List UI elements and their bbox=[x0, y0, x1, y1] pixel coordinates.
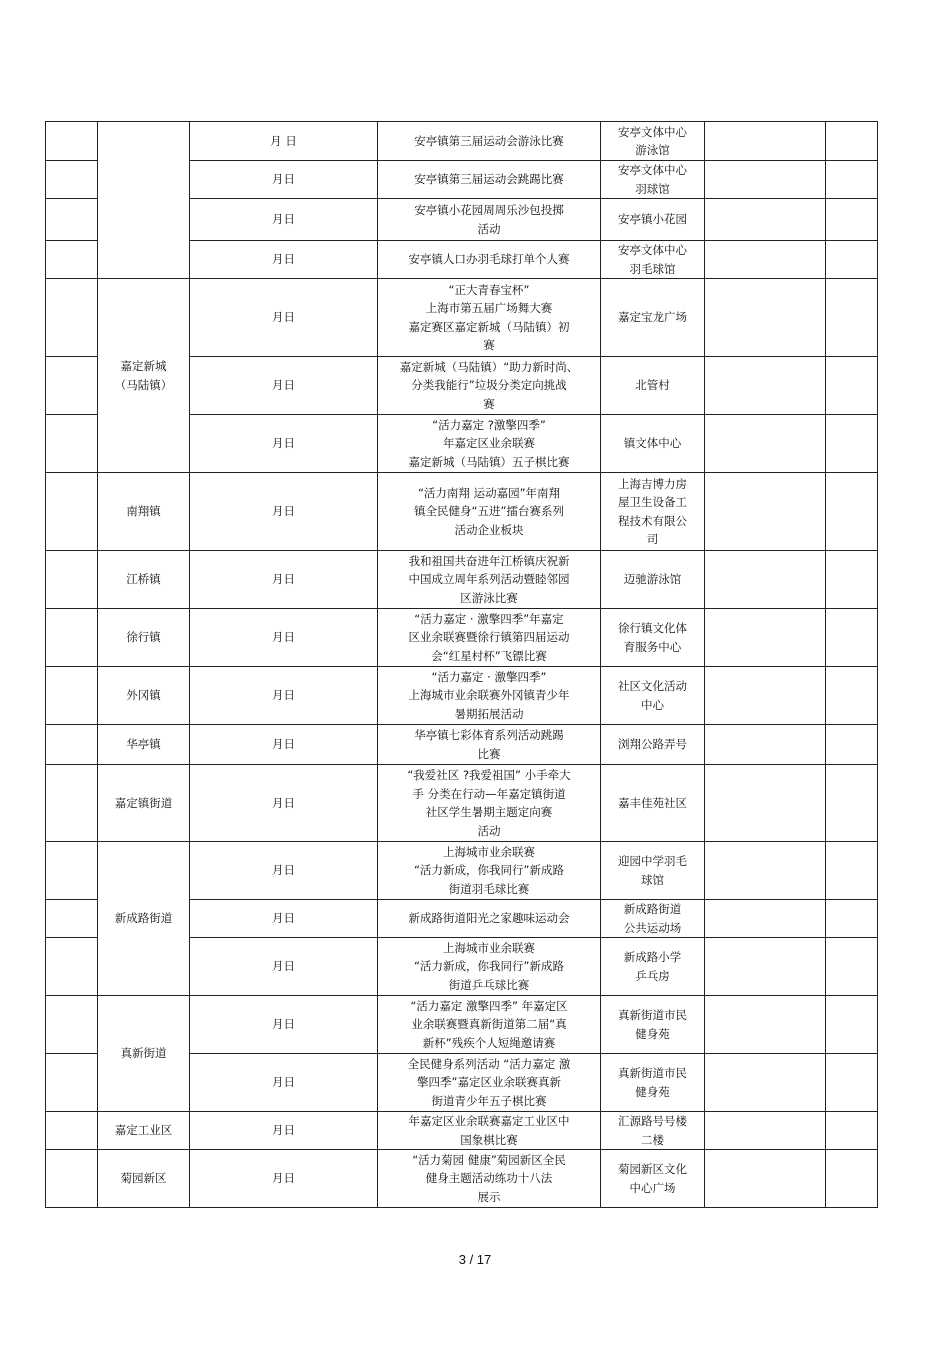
date-cell: 月日 bbox=[190, 1112, 378, 1150]
index-cell bbox=[46, 938, 98, 996]
unit-cell: 江桥镇 bbox=[98, 551, 190, 609]
location-cell: 嘉丰佳苑社区 bbox=[601, 765, 705, 842]
date-cell: 月日 bbox=[190, 1054, 378, 1112]
event-cell: 我和祖国共奋进年江桥镇庆祝新 中国成立周年系列活动暨睦邻园 区游泳比赛 bbox=[378, 551, 601, 609]
blank-cell bbox=[705, 996, 826, 1054]
index-cell bbox=[46, 279, 98, 357]
blank-cell bbox=[705, 241, 826, 279]
blank-cell bbox=[705, 357, 826, 415]
location-cell: 迈驰游泳馆 bbox=[601, 551, 705, 609]
blank-cell bbox=[826, 161, 878, 199]
blank-cell bbox=[705, 842, 826, 900]
date-cell: 月日 bbox=[190, 996, 378, 1054]
blank-cell bbox=[705, 1112, 826, 1150]
location-cell: 上海吉博力房 屋卫生设备工 程技术有限公 司 bbox=[601, 473, 705, 551]
blank-cell bbox=[826, 199, 878, 241]
unit-cell bbox=[98, 122, 190, 279]
index-cell bbox=[46, 551, 98, 609]
index-cell bbox=[46, 241, 98, 279]
index-cell bbox=[46, 473, 98, 551]
date-cell: 月日 bbox=[190, 842, 378, 900]
date-cell: 月日 bbox=[190, 938, 378, 996]
location-cell: 镇文体中心 bbox=[601, 415, 705, 473]
blank-cell bbox=[826, 938, 878, 996]
index-cell bbox=[46, 1054, 98, 1112]
index-cell bbox=[46, 357, 98, 415]
event-cell: 年嘉定区业余联赛嘉定工业区中 国象棋比赛 bbox=[378, 1112, 601, 1150]
unit-cell: 嘉定工业区 bbox=[98, 1112, 190, 1150]
table-row bbox=[46, 765, 878, 842]
index-cell bbox=[46, 765, 98, 842]
blank-cell bbox=[826, 551, 878, 609]
blank-cell bbox=[705, 725, 826, 765]
table-row bbox=[46, 1150, 878, 1208]
index-cell bbox=[46, 900, 98, 938]
unit-cell: 华亭镇 bbox=[98, 725, 190, 765]
blank-cell bbox=[826, 279, 878, 357]
table-row bbox=[46, 667, 878, 725]
event-cell: “活力嘉定 · 激擎四季” 上海城市业余联赛外冈镇青少年 暑期拓展活动 bbox=[378, 667, 601, 725]
date-cell: 月日 bbox=[190, 279, 378, 357]
blank-cell bbox=[826, 415, 878, 473]
location-cell: 安亭镇小花园 bbox=[601, 199, 705, 241]
location-cell: 真新街道市民 健身苑 bbox=[601, 1054, 705, 1112]
schedule-table bbox=[45, 121, 878, 1208]
location-cell: 安亭文体中心 羽球馆 bbox=[601, 161, 705, 199]
blank-cell bbox=[705, 1054, 826, 1112]
date-cell: 月日 bbox=[190, 161, 378, 199]
event-cell: 上海城市业余联赛 “活力新成，你我同行”新成路 街道羽毛球比赛 bbox=[378, 842, 601, 900]
unit-cell: 嘉定镇街道 bbox=[98, 765, 190, 842]
unit-cell: 外冈镇 bbox=[98, 667, 190, 725]
date-cell: 月日 bbox=[190, 551, 378, 609]
page-number: 3 / 17 bbox=[458, 1252, 492, 1267]
location-cell: 汇源路号号楼 二楼 bbox=[601, 1112, 705, 1150]
date-cell: 月日 bbox=[190, 609, 378, 667]
event-cell: 安亭镇第三届运动会游泳比赛 bbox=[378, 122, 601, 161]
date-cell: 月日 bbox=[190, 357, 378, 415]
location-cell: 新成路街道 公共运动场 bbox=[601, 900, 705, 938]
blank-cell bbox=[705, 473, 826, 551]
index-cell bbox=[46, 1150, 98, 1208]
date-cell: 月日 bbox=[190, 765, 378, 842]
table-row bbox=[46, 551, 878, 609]
event-cell: 安亭镇人口办羽毛球打单个人赛 bbox=[378, 241, 601, 279]
unit-cell: 徐行镇 bbox=[98, 609, 190, 667]
table-row bbox=[46, 842, 878, 900]
unit-cell: 嘉定新城 （马陆镇） bbox=[98, 279, 190, 473]
event-cell: “活力南翔 运动嘉园”年南翔 镇全民健身“五进”擂台赛系列 活动企业板块 bbox=[378, 473, 601, 551]
unit-cell: 真新街道 bbox=[98, 996, 190, 1112]
event-cell: 全民健身系列活动 “活力嘉定 激 擎四季”嘉定区业余联赛真新 街道青少年五子棋比赛 bbox=[378, 1054, 601, 1112]
event-cell: 安亭镇第三届运动会跳踢比赛 bbox=[378, 161, 601, 199]
index-cell bbox=[46, 609, 98, 667]
unit-cell: 菊园新区 bbox=[98, 1150, 190, 1208]
unit-cell: 新成路街道 bbox=[98, 842, 190, 996]
unit-cell: 南翔镇 bbox=[98, 473, 190, 551]
event-cell: “活力嘉定 ?激擎四季” 年嘉定区业余联赛 嘉定新城（马陆镇）五子棋比赛 bbox=[378, 415, 601, 473]
blank-cell bbox=[826, 357, 878, 415]
blank-cell bbox=[826, 667, 878, 725]
blank-cell bbox=[705, 765, 826, 842]
event-cell: 华亭镇七彩体育系列活动跳踢 比赛 bbox=[378, 725, 601, 765]
date-cell: 月日 bbox=[190, 667, 378, 725]
date-cell: 月日 bbox=[190, 725, 378, 765]
blank-cell bbox=[705, 900, 826, 938]
blank-cell bbox=[826, 842, 878, 900]
index-cell bbox=[46, 667, 98, 725]
event-cell: “活力菊园 健康”菊园新区全民 健身主题活动练功十八法 展示 bbox=[378, 1150, 601, 1208]
blank-cell bbox=[705, 122, 826, 161]
blank-cell bbox=[826, 765, 878, 842]
date-cell: 月 日 bbox=[190, 122, 378, 161]
location-cell: 真新街道市民 健身苑 bbox=[601, 996, 705, 1054]
blank-cell bbox=[705, 667, 826, 725]
event-cell: “我爱社区 ?我爱祖国” 小手牵大 手 分类在行动—年嘉定镇街道 社区学生暑期主题定向赛 活动 bbox=[378, 765, 601, 842]
table-row bbox=[46, 279, 878, 357]
table-row bbox=[46, 609, 878, 667]
date-cell: 月日 bbox=[190, 241, 378, 279]
event-cell: “活力嘉定 激擎四季” 年嘉定区 业余联赛暨真新街道第二届“真 新杯”残疾个人短绳邀请赛 bbox=[378, 996, 601, 1054]
location-cell: 新成路小学 乒乓房 bbox=[601, 938, 705, 996]
event-cell: 新成路街道阳光之家趣味运动会 bbox=[378, 900, 601, 938]
index-cell bbox=[46, 199, 98, 241]
blank-cell bbox=[705, 551, 826, 609]
table-row bbox=[46, 725, 878, 765]
index-cell bbox=[46, 415, 98, 473]
table-row bbox=[46, 122, 878, 161]
location-cell: 社区文化活动 中心 bbox=[601, 667, 705, 725]
location-cell: 菊园新区文化 中心广场 bbox=[601, 1150, 705, 1208]
blank-cell bbox=[705, 161, 826, 199]
event-cell: “活力嘉定 · 激擎四季”年嘉定 区业余联赛暨徐行镇第四届运动 会“红星村杯”飞镖比赛 bbox=[378, 609, 601, 667]
blank-cell bbox=[826, 900, 878, 938]
location-cell: 徐行镇文化体 育服务中心 bbox=[601, 609, 705, 667]
location-cell: 安亭文体中心 游泳馆 bbox=[601, 122, 705, 161]
blank-cell bbox=[826, 241, 878, 279]
location-cell: 安亭文体中心 羽毛球馆 bbox=[601, 241, 705, 279]
table-row bbox=[46, 1112, 878, 1150]
index-cell bbox=[46, 161, 98, 199]
date-cell: 月日 bbox=[190, 473, 378, 551]
blank-cell bbox=[826, 473, 878, 551]
blank-cell bbox=[705, 199, 826, 241]
location-cell: 浏翔公路弄号 bbox=[601, 725, 705, 765]
blank-cell bbox=[826, 725, 878, 765]
blank-cell bbox=[826, 609, 878, 667]
date-cell: 月日 bbox=[190, 415, 378, 473]
date-cell: 月日 bbox=[190, 1150, 378, 1208]
location-cell: 迎园中学羽毛 球馆 bbox=[601, 842, 705, 900]
date-cell: 月日 bbox=[190, 199, 378, 241]
event-cell: 嘉定新城（马陆镇）“助力新时尚、 分类我能行”垃圾分类定向挑战 赛 bbox=[378, 357, 601, 415]
blank-cell bbox=[826, 122, 878, 161]
blank-cell bbox=[705, 1150, 826, 1208]
table-row bbox=[46, 996, 878, 1054]
table-row bbox=[46, 473, 878, 551]
index-cell bbox=[46, 1112, 98, 1150]
blank-cell bbox=[705, 609, 826, 667]
event-cell: 上海城市业余联赛 “活力新成，你我同行”新成路 街道乒乓球比赛 bbox=[378, 938, 601, 996]
index-cell bbox=[46, 725, 98, 765]
blank-cell bbox=[826, 996, 878, 1054]
blank-cell bbox=[826, 1112, 878, 1150]
location-cell: 嘉定宝龙广场 bbox=[601, 279, 705, 357]
index-cell bbox=[46, 122, 98, 161]
date-cell: 月日 bbox=[190, 900, 378, 938]
blank-cell bbox=[826, 1054, 878, 1112]
location-cell: 北管村 bbox=[601, 357, 705, 415]
blank-cell bbox=[705, 415, 826, 473]
index-cell bbox=[46, 842, 98, 900]
blank-cell bbox=[826, 1150, 878, 1208]
index-cell bbox=[46, 996, 98, 1054]
event-cell: “正大青春宝杯” 上海市第五届广场舞大赛 嘉定赛区嘉定新城（马陆镇）初 赛 bbox=[378, 279, 601, 357]
blank-cell bbox=[705, 279, 826, 357]
blank-cell bbox=[705, 938, 826, 996]
event-cell: 安亭镇小花园周周乐沙包投掷 活动 bbox=[378, 199, 601, 241]
